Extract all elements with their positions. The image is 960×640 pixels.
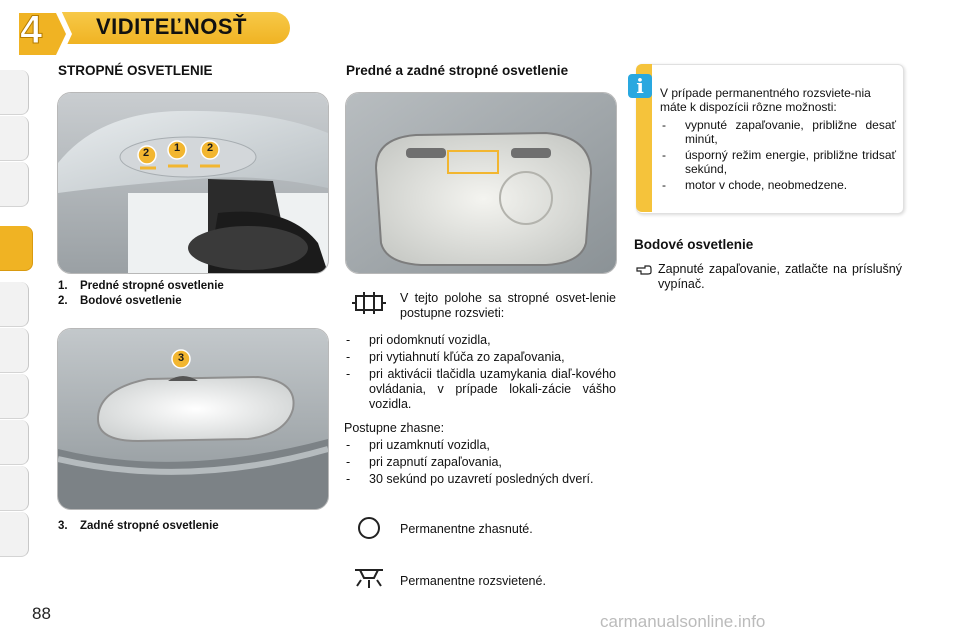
list-item: - pri zapnutí zapaľovania, (344, 455, 616, 470)
perm-on-text: Permanentne rozsvietené. (400, 574, 546, 588)
list-item: - pri uzamknutí vozidla, (344, 438, 616, 453)
section-title-roof-lighting: STROPNÉ OSVETLENIE (58, 63, 213, 78)
info-list (660, 118, 896, 194)
marker-label: 1 (174, 142, 181, 154)
list-item: - vypnuté zapaľovanie, približne desať minút, (660, 118, 896, 146)
caption-number: 3. (58, 520, 68, 532)
list-item: - pri odomknutí vozidla, (344, 333, 616, 348)
list-item: - pri aktivácii tlačidla uzamykania diaľ-kového ovládania, v prípade lokali-zácie vášho vozidla. (344, 367, 616, 412)
chapter-number: 4 (20, 8, 43, 52)
perm-off-text: Permanentne zhasnuté. (400, 522, 533, 536)
caption-3 (58, 520, 219, 532)
door-mode-icon (352, 292, 386, 314)
watermark: carmanualsonline.info (600, 612, 766, 631)
chapter-tab[interactable] (0, 512, 29, 557)
off-heading: Postupne zhasne: (344, 421, 445, 435)
chapter-tab[interactable] (0, 162, 29, 207)
chapter-tab[interactable] (0, 420, 29, 465)
caption-2 (58, 295, 182, 307)
caption-1 (58, 280, 224, 292)
page-title: VIDITEĽNOSŤ (96, 14, 247, 39)
page-number: 88 (32, 604, 51, 623)
chapter-tab[interactable] (0, 374, 29, 419)
on-list (344, 333, 616, 414)
caption-number: 1. (58, 280, 68, 292)
chapter-tab-active[interactable] (0, 226, 33, 271)
caption-text: Predné stropné osvetlenie (80, 280, 224, 292)
caption-text: Zadné stropné osvetlenie (80, 520, 219, 532)
front-rear-light-image (345, 92, 617, 274)
chapter-tab[interactable] (0, 70, 29, 115)
caption-text: Bodové osvetlenie (80, 295, 182, 307)
info-icon: i (628, 74, 652, 98)
chapter-tab[interactable] (0, 466, 29, 511)
caption-number: 2. (58, 295, 68, 307)
chapter-tab[interactable] (0, 116, 29, 161)
light-off-icon (357, 516, 381, 540)
chapter-tab[interactable] (0, 328, 29, 373)
off-list (344, 438, 616, 489)
list-item: - pri vytiahnutí kľúča zo zapaľovania, (344, 350, 616, 365)
spot-light-instruction: Zapnuté zapaľovanie, zatlačte na príslušný vypínač. (658, 262, 902, 291)
pointing-hand-icon (636, 264, 652, 276)
list-item: - motor v chode, neobmedzene. (660, 178, 896, 192)
info-intro: V prípade permanentného rozsviete-nia máte k dispozícii rôzne možnosti: (660, 86, 871, 114)
light-on-icon (352, 566, 386, 590)
marker-label: 2 (207, 142, 214, 154)
marker-label: 2 (143, 147, 150, 159)
section-title-front-rear: Predné a zadné stropné osvetlenie (346, 63, 569, 78)
chapter-tab[interactable] (0, 282, 29, 327)
list-item: - 30 sekúnd po uzavretí posledných dverí. (344, 472, 616, 487)
door-mode-text: V tejto polohe sa stropné osvet-lenie postupne rozsvieti: (400, 291, 616, 320)
list-item: - úsporný režim energie, približne tridsať sekúnd, (660, 148, 896, 176)
section-title-spot-light: Bodové osvetlenie (634, 237, 754, 252)
front-roof-light-image (57, 92, 329, 274)
chapter-tabs (0, 70, 30, 580)
marker-label: 3 (178, 352, 185, 364)
